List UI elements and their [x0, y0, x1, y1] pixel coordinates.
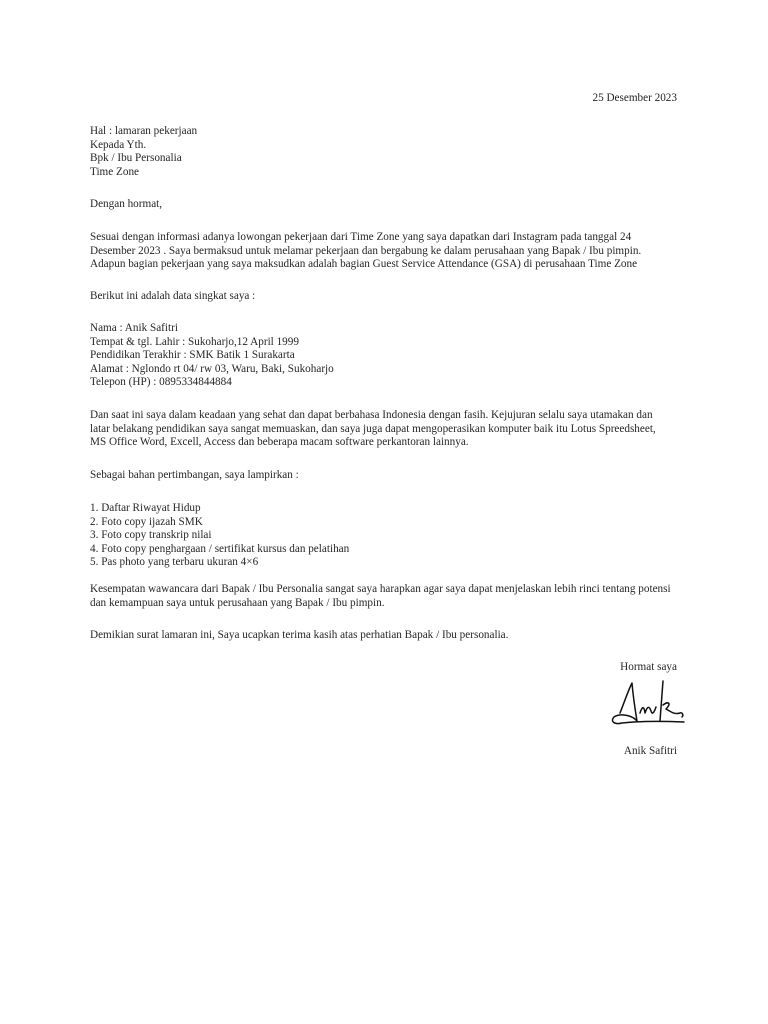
personal-data-item: Nama : Anik Safitri [90, 322, 178, 334]
closing-paragraph: Demikian surat lamaran ini, Saya ucapkan terima kasih atas perhatian Bapak / Ibu personalia. [90, 629, 509, 641]
attachments-intro: Sebagai bahan pertimbangan, saya lampirkan : [90, 469, 299, 481]
data-intro: Berikut ini adalah data singkat saya : [90, 290, 256, 302]
recipient-salutation: Kepada Yth. [90, 138, 147, 151]
opening-paragraph [90, 231, 641, 272]
attachment-item: 5. Pas photo yang terbaru ukuran 4×6 [90, 556, 259, 568]
personal-data-item: Pendidikan Terakhir : SMK Batik 1 Surakarta [90, 349, 295, 361]
interview-paragraph [90, 583, 671, 610]
interview-paragraph-line: dan kemampuan saya untuk perusahaan yang Bapak / Ibu pimpin. [90, 596, 385, 609]
recipient-block [90, 125, 197, 179]
sign-off: Hormat saya [620, 661, 677, 673]
attachments-list [90, 502, 349, 570]
recipient-addressee: Bpk / Ibu Personalia [90, 152, 182, 164]
qualification-paragraph-line: Dan saat ini saya dalam keadaan yang sehat dan dapat berbahasa Indonesia dengan fasih. Kejujuran selalu saya utamakan dan [90, 409, 653, 421]
interview-paragraph-line: Kesempatan wawancara dari Bapak / Ibu Personalia sangat saya harapkan agar saya dapat menjelaskan lebih rinci tentang potensi [90, 583, 671, 595]
qualification-paragraph-line: MS Office Word, Excell, Access dan beberapa macam software perkantoran lainnya. [90, 436, 469, 448]
qualification-paragraph-line: latar belakang pendidikan saya sangat memuaskan, dan saya juga dapat mengoperasikan komputer baik itu Lotus Spreedsheet, [90, 422, 656, 435]
qualification-paragraph [90, 409, 656, 450]
personal-data-item: Tempat & tgl. Lahir : Sukoharjo,12 April 1999 [90, 335, 299, 348]
attachment-item: 4. Foto copy penghargaan / sertifikat kursus dan pelatihan [90, 542, 350, 555]
letter-date: 25 Desember 2023 [592, 92, 677, 104]
signature-image [610, 677, 686, 731]
attachment-item: 1. Daftar Riwayat Hidup [90, 502, 201, 514]
attachment-item: 3. Foto copy transkrip nilai [90, 529, 212, 541]
personal-data-item: Telepon (HP) : 0895334844884 [90, 376, 232, 388]
personal-data-list [90, 322, 334, 390]
recipient-company: Time Zone [90, 165, 139, 178]
attachment-item: 2. Foto copy ijazah SMK [90, 515, 203, 528]
signer-name: Anik Safitri [623, 745, 677, 757]
opening-paragraph-line: Adapun bagian pekerjaan yang saya maksudkan adalah bagian Guest Service Attendance (GSA) di perusahaan Time Zone [90, 258, 638, 270]
subject-line: Hal : lamaran pekerjaan [90, 125, 198, 137]
opening-paragraph-line: Desember 2023 . Saya bermaksud untuk melamar pekerjaan dan bergabung ke dalam perusahaan yang Bapak / Ibu pimpin. [90, 244, 642, 257]
opening-paragraph-line: Sesuai dengan informasi adanya lowongan pekerjaan dari Time Zone yang saya dapatkan dari Instagram pada tanggal 24 [90, 231, 632, 243]
greeting: Dengan hormat, [90, 198, 163, 210]
personal-data-item: Alamat : Nglondo rt 04/ rw 03, Waru, Baki, Sukoharjo [90, 362, 334, 375]
